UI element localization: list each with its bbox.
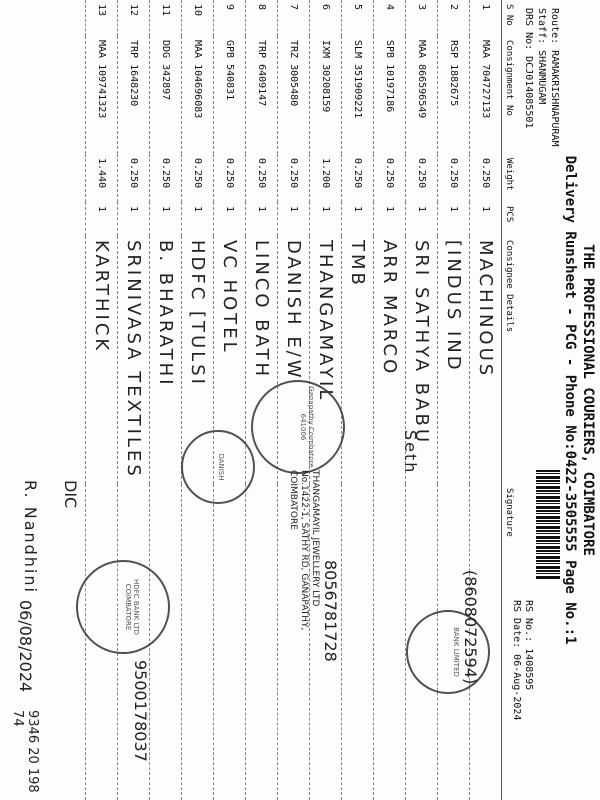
cell-consignment: MAA 866596549 <box>406 36 438 154</box>
cell-weight: 0.250 <box>118 154 150 202</box>
cell-consignment: IXM 30208159 <box>310 36 342 154</box>
cell-weight: 0.250 <box>406 154 438 202</box>
signature-row3: Seth <box>401 430 420 475</box>
cell-sno: 7 <box>278 0 310 36</box>
cell-weight: 0.250 <box>470 154 502 202</box>
cell-consignment: TRP 6409147 <box>246 36 278 154</box>
cell-weight: 0.250 <box>278 154 310 202</box>
cell-consignee: KARTHICK <box>86 236 118 484</box>
cell-consignee: [INDUS IND <box>438 236 470 484</box>
cell-consignee: ARR MARCO <box>374 236 406 484</box>
cell-pcs: 1 <box>310 202 342 236</box>
phone-note-row1: (8608072594) <box>461 570 480 685</box>
thangamayil-address-stamp: THANGAMAYIL JEWELLERY LTD No.1422-1, SATHY RD, GANAPATHY, COIMBATORE <box>288 470 320 631</box>
cell-consignment: TRZ 3005480 <box>278 36 310 154</box>
cell-weight: 0.250 <box>214 154 246 202</box>
cell-signature <box>342 484 374 800</box>
cell-consignment: MAA 109741323 <box>86 36 118 154</box>
cell-sno: 5 <box>342 0 374 36</box>
cell-sno: 1 <box>470 0 502 36</box>
phone-note-row10: 9500178037 <box>131 660 150 762</box>
cell-weight: 0.250 <box>438 154 470 202</box>
table-row <box>374 0 406 800</box>
cell-pcs: 1 <box>470 202 502 236</box>
cell-sno: 6 <box>310 0 342 36</box>
table-row <box>214 0 246 800</box>
col-weight: Weight <box>502 154 517 202</box>
table-row <box>342 0 374 800</box>
cell-pcs: 1 <box>278 202 310 236</box>
cell-consignment: GPB 540831 <box>214 36 246 154</box>
rs-number: RS No.: 1408595 <box>523 600 534 691</box>
cell-sno: 2 <box>438 0 470 36</box>
cell-signature <box>374 484 406 800</box>
cell-consignee: TMB <box>342 236 374 484</box>
cell-sno: 11 <box>150 0 182 36</box>
runsheet-subtitle: Delivery Runsheet - PCG - Phone No:0422-3505555 Page No.:1 <box>562 155 578 645</box>
cell-pcs: 1 <box>118 202 150 236</box>
cell-consignee: HDFC [TULSI <box>182 236 214 484</box>
cell-pcs: 1 <box>86 202 118 236</box>
cell-consignee: MACHINOUS <box>470 236 502 484</box>
cell-pcs: 1 <box>374 202 406 236</box>
col-consignee: Consignee Details <box>502 236 517 484</box>
danish-stamp-text: DANISH <box>217 453 225 481</box>
cell-consignment: MAA 704727133 <box>470 36 502 154</box>
cell-consignment: MAA 104696083 <box>182 36 214 154</box>
barcode <box>536 470 560 580</box>
cell-consignee: DANISH E/W <box>278 236 310 484</box>
cell-sno: 3 <box>406 0 438 36</box>
cell-pcs: 1 <box>342 202 374 236</box>
col-pcs: PCS <box>502 202 517 236</box>
cell-signature <box>182 484 214 800</box>
cell-pcs: 1 <box>214 202 246 236</box>
cell-weight: 0.250 <box>342 154 374 202</box>
cell-sno: 8 <box>246 0 278 36</box>
thangamayil-seal-text: Ganapathy Coimbatore 641006 <box>299 386 315 468</box>
cell-weight: 1.200 <box>310 154 342 202</box>
phone-note-row6: 8056781728 <box>321 560 340 662</box>
cell-consignment: SPB 10197186 <box>374 36 406 154</box>
cell-pcs: 1 <box>406 202 438 236</box>
thangamayil-seal <box>251 380 345 474</box>
cell-consignee: VC HOTEL <box>214 236 246 484</box>
corner-note: 9346 20 198 74 <box>10 710 40 793</box>
cell-sno: 13 <box>86 0 118 36</box>
header <box>511 0 600 800</box>
cell-consignee: B. BHARATHI <box>150 236 182 484</box>
cell-pcs: 1 <box>150 202 182 236</box>
rs-date: RS Date: 06-Aug-2024 <box>511 600 522 721</box>
signature-row13-name: R. Nandhini <box>21 480 40 594</box>
cell-pcs: 1 <box>182 202 214 236</box>
col-signature: Signature <box>502 484 517 800</box>
cell-sno: 4 <box>374 0 406 36</box>
cell-sno: 10 <box>182 0 214 36</box>
table-header <box>502 0 517 800</box>
cell-consignee: LINCO BATH <box>246 236 278 484</box>
col-sno: S No <box>502 0 517 36</box>
cell-signature <box>214 484 246 800</box>
danish-stamp <box>181 430 255 504</box>
cell-consignee: THANGAMAYIL <box>310 236 342 484</box>
table-row <box>150 0 182 800</box>
cell-pcs: 1 <box>246 202 278 236</box>
cell-weight: 0.250 <box>246 154 278 202</box>
staff: Staff: SHANMUGAM <box>536 8 547 105</box>
col-consignment: Consignment No <box>502 36 517 154</box>
company-title: THE PROFESSIONAL COURIERS, COIMBATORE <box>580 244 596 556</box>
hdfc-stamp <box>76 560 170 654</box>
cell-weight: 0.250 <box>150 154 182 202</box>
cell-sno: 12 <box>118 0 150 36</box>
cell-consignee: SRINIVASA TEXTILES <box>118 236 150 484</box>
bank-stamp-text: BANK LIMITED <box>452 627 460 677</box>
cell-signature <box>246 484 278 800</box>
cell-consignment: RSP 1882675 <box>438 36 470 154</box>
cell-weight: 1.440 <box>86 154 118 202</box>
dic-note: DIC <box>61 480 80 509</box>
cell-sno: 9 <box>214 0 246 36</box>
cell-consignment: DDG 342897 <box>150 36 182 154</box>
table-row <box>182 0 214 800</box>
table-row <box>86 0 118 800</box>
hdfc-stamp-text: HDFC BANK LTD COIMBATORE <box>124 578 140 636</box>
cell-weight: 0.250 <box>374 154 406 202</box>
cell-pcs: 1 <box>438 202 470 236</box>
cell-weight: 0.250 <box>182 154 214 202</box>
cell-consignment: TRP 1648230 <box>118 36 150 154</box>
drs-number: DRS No: DCJ014085501 <box>523 8 534 129</box>
signature-row13-date: 06/08/2024 <box>16 600 35 693</box>
cell-consignment: SLM 351909221 <box>342 36 374 154</box>
cell-consignee: SRI SATHYA BABU <box>406 236 438 484</box>
route: Route: RAMAKRISHNAPURAM <box>549 8 560 147</box>
